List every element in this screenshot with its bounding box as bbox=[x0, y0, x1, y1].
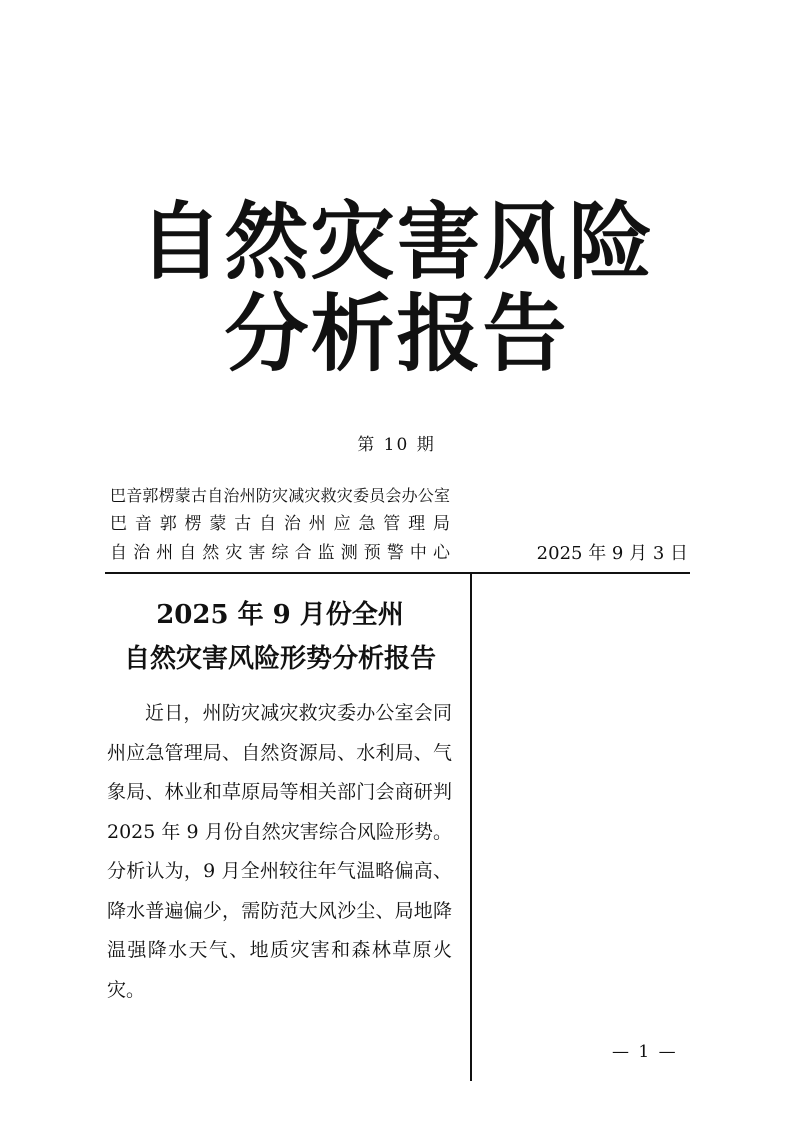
issuer-line: 巴音郭楞蒙古自治州防灾减灾救灾委员会办公室 bbox=[110, 486, 450, 505]
article-title-line-2: 自然灾害风险形势分析报告 bbox=[123, 644, 436, 674]
article-body: 近日，州防灾减灾救灾委办公室会同州应急管理局、自然资源局、水利局、气象局、林业和草原局等相关部门会商研判 2025 年 9 月份自然灾害综合风险形势。分析认为，9 月全州较往年气温略偏高、降水普遍偏少，需防范大风沙尘、局地降温强降水天气、地质灾害和森林草原火灾。 bbox=[107, 702, 452, 1001]
issuer-line: 自治州自然灾害综合监测预警中心 bbox=[110, 543, 450, 563]
article-title-line-1: 2025 年 9 月份全州 bbox=[156, 600, 404, 630]
header-divider bbox=[105, 572, 690, 574]
issuer-line: 巴音郭楞蒙古自治州应急管理局 bbox=[110, 514, 450, 534]
issue-number: 第 10 期 bbox=[357, 435, 436, 455]
page-number: — 1 — bbox=[612, 1042, 678, 1062]
report-title-line-2: 分析报告 bbox=[224, 285, 569, 383]
publication-date: 2025 年 9 月 3 日 bbox=[536, 543, 688, 564]
report-title-line-1: 自然灾害风险 bbox=[138, 193, 655, 291]
column-divider bbox=[470, 573, 472, 1081]
